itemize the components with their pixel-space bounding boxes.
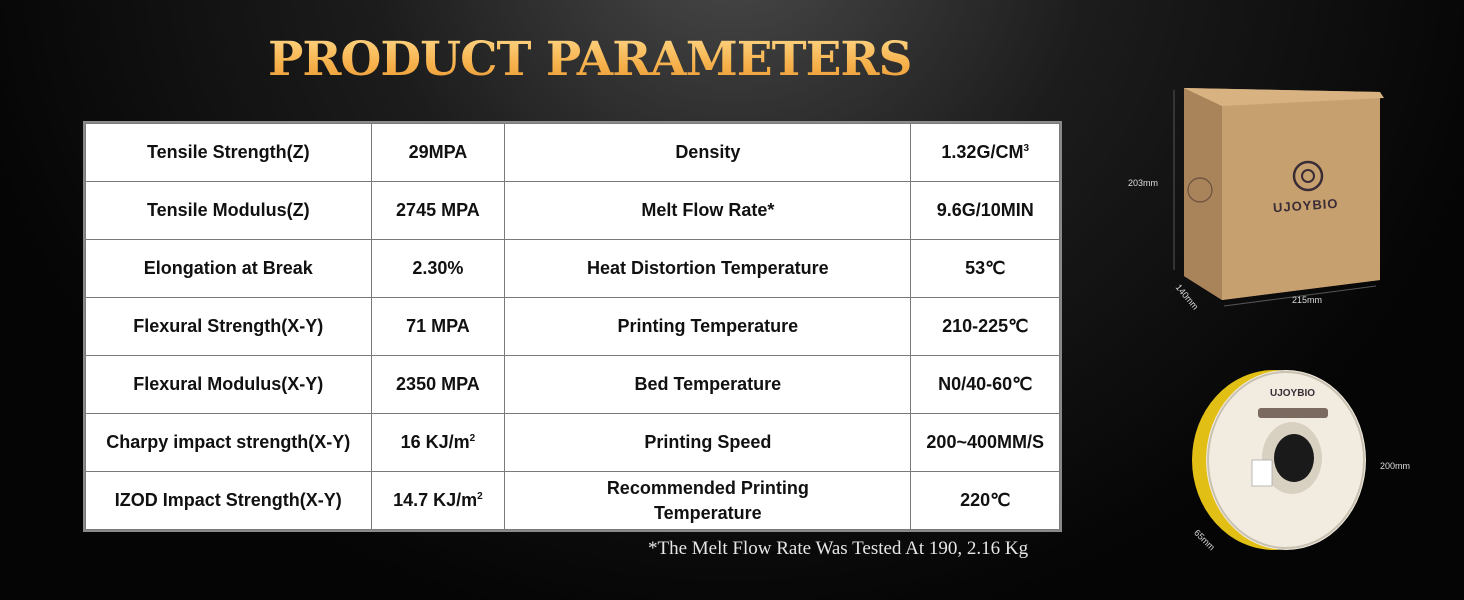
param-value: 9.6G/10MIN <box>911 182 1060 240</box>
box-brand: UJOYBIO <box>1272 195 1339 216</box>
param-name: Melt Flow Rate* <box>505 182 911 240</box>
param-value: 2350 MPA <box>371 356 505 414</box>
param-name: Flexural Strength(X-Y) <box>86 298 372 356</box>
table-row <box>86 298 1060 356</box>
param-value: N0/40-60℃ <box>911 356 1060 414</box>
param-name: Density <box>505 124 911 182</box>
footnote: *The Melt Flow Rate Was Tested At 190, 2.16 Kg <box>648 538 1029 559</box>
box-depth-label: 140mm <box>1173 282 1201 312</box>
param-value: 2745 MPA <box>371 182 505 240</box>
param-name: Charpy impact strength(X-Y) <box>86 414 372 472</box>
spool-height-label: 200mm <box>1380 461 1411 471</box>
param-value: 16 $KJ/m^2$ <box>371 414 505 472</box>
table-row <box>86 240 1060 298</box>
page-title: PRODUCT PARAMETERS <box>268 32 912 87</box>
param-name: IZOD Impact Strength(X-Y) <box>86 472 372 530</box>
param-value: 210-225℃ <box>911 298 1060 356</box>
param-value: 220℃ <box>911 472 1060 530</box>
param-name: Flexural Modulus(X-Y) <box>86 356 372 414</box>
param-value: 14.7 $KJ/m^2$ <box>371 472 505 530</box>
parameters-table <box>85 123 1060 530</box>
param-name: Recommended Printing Temperature <box>505 472 911 530</box>
param-value: 71 MPA <box>371 298 505 356</box>
box-height-label: 203mm <box>1128 178 1159 188</box>
spool-brand: UJOYBIO <box>1270 388 1316 399</box>
param-name: Heat Distortion Temperature <box>505 240 911 298</box>
table-row <box>86 356 1060 414</box>
param-name: Tensile Modulus(Z) <box>86 182 372 240</box>
box-image <box>1160 80 1400 320</box>
table-row <box>86 182 1060 240</box>
spool-image <box>1182 360 1382 560</box>
table-row <box>86 124 1060 182</box>
param-name: Bed Temperature <box>505 356 911 414</box>
param-name: Elongation at Break <box>86 240 372 298</box>
param-value: 29MPA <box>371 124 505 182</box>
param-value: 53℃ <box>911 240 1060 298</box>
param-value: 200~400MM/S <box>911 414 1060 472</box>
table-row <box>86 414 1060 472</box>
param-value: 2.30% <box>371 240 505 298</box>
param-name: Printing Temperature <box>505 298 911 356</box>
param-value: $1.32G/CM^3$ <box>911 124 1060 182</box>
spool-width-label: 65mm <box>1192 527 1217 553</box>
table-row <box>86 472 1060 530</box>
box-width-label: 215mm <box>1292 295 1323 305</box>
param-name: Printing Speed <box>505 414 911 472</box>
param-name: Tensile Strength(Z) <box>86 124 372 182</box>
